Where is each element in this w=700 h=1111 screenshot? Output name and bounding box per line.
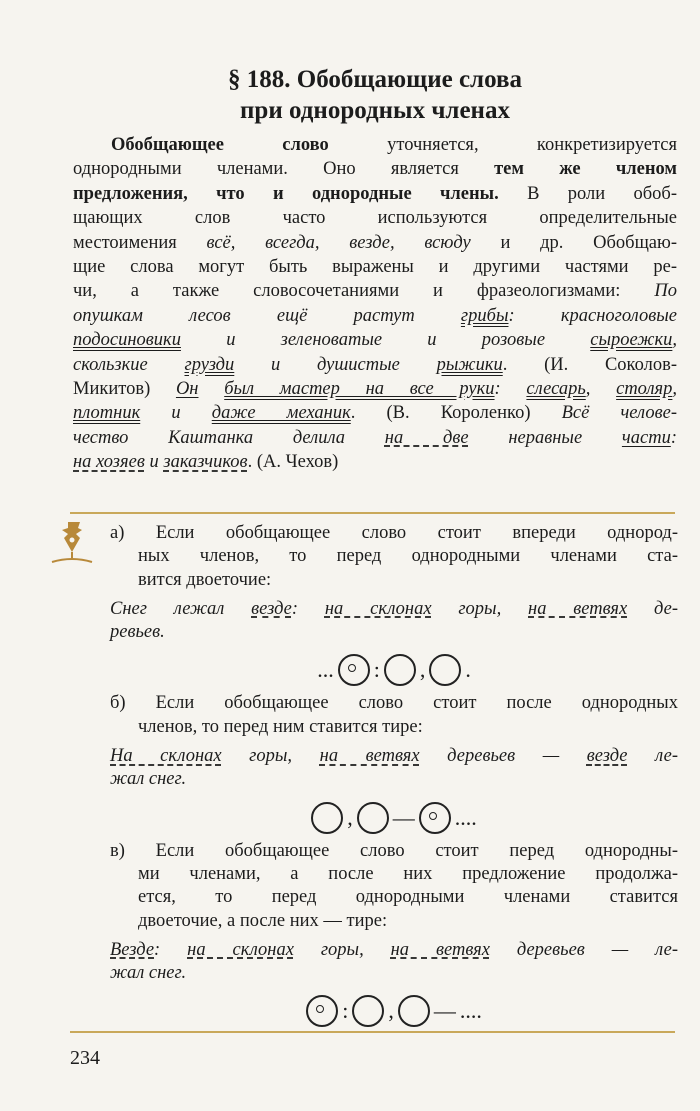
homogeneous-member-circle — [357, 802, 389, 834]
page-number: 234 — [70, 1047, 100, 1069]
title-line-2: при однородных членах — [240, 97, 510, 124]
rule-a: а) Если обобщающее слово стоит впереди однород- ных членов, то перед однородными членами ста- вится двоеточие: Снег лежал везде: на склонах горы, на ветвях де- ревьев. ... : , . — [110, 522, 678, 688]
example-1: опушкам лесов ещё растут грибы: красноголовые — [73, 305, 677, 326]
homogeneous-member-circle — [429, 654, 461, 686]
homogeneous-member-circle — [398, 995, 430, 1027]
generalizing-word-circle — [338, 654, 370, 686]
rule-c: в) Если обобщающее слово стоит перед однородны- ми членами, а после них предложение продолжа- ется, то перед однородными членами ставится двоеточие, а после них — тире: Везде: на склонах горы, на ветвях деревьев — ле- жал снег. : , — .... — [110, 840, 678, 1030]
generalizing-word-circle — [419, 802, 451, 834]
homogeneous-member-circle — [352, 995, 384, 1027]
title-line-1: § 188. Обобщающие слова — [228, 66, 522, 93]
scheme-b: , — .... — [110, 796, 678, 836]
term-generalizing-word: Обобщающее слово — [111, 135, 329, 155]
rule-b: б) Если обобщающее слово стоит после однородных членов, то перед ним ставится тире: На склонах горы, на ветвях деревьев — везде ле- жал снег. , — .... — [110, 692, 678, 835]
example-2: Микитов) Он был мастер на все руки: слесарь, столяр, — [73, 379, 678, 400]
divider-top — [70, 512, 675, 514]
example-3: чество Каштанка делила на две неравные части: — [73, 427, 677, 448]
quill-pen-icon — [50, 518, 96, 568]
section-title — [70, 64, 680, 126]
scheme-a: ... : , . — [110, 648, 678, 688]
homogeneous-member-circle — [384, 654, 416, 686]
homogeneous-member-circle — [311, 802, 343, 834]
generalizing-word-circle — [306, 995, 338, 1027]
punctuation-rules — [110, 522, 678, 1033]
divider-bottom — [70, 1031, 675, 1033]
scheme-c: : , — .... — [110, 989, 678, 1029]
intro-paragraph: Обобщающее слово уточняется, конкретизируется однородными членами. Оно является тем же членом предложения, что и однородные члены. В роли обоб- щающих слов часто используются определительные местоимения всё, всегда, везде, всюду и др. Обобщаю- щие слова могут быть выражены и другими частями ре- чи, а также словосочетаниями и фразеологизмами: По опушкам лесов ещё растут грибы: красноголовые подосиновики и зеленоватые и розовые сыроежки, скользкие грузди и душистые рыжики. (И. Соколов- Микитов) Он был мастер на все руки: слесарь, столяр, плотник и даже механик. (В. Короленко) Всё челове- чество Каштанка делила на две неравные части: на хозяев и заказчиков. (А. Чехов) — [73, 135, 678, 473]
